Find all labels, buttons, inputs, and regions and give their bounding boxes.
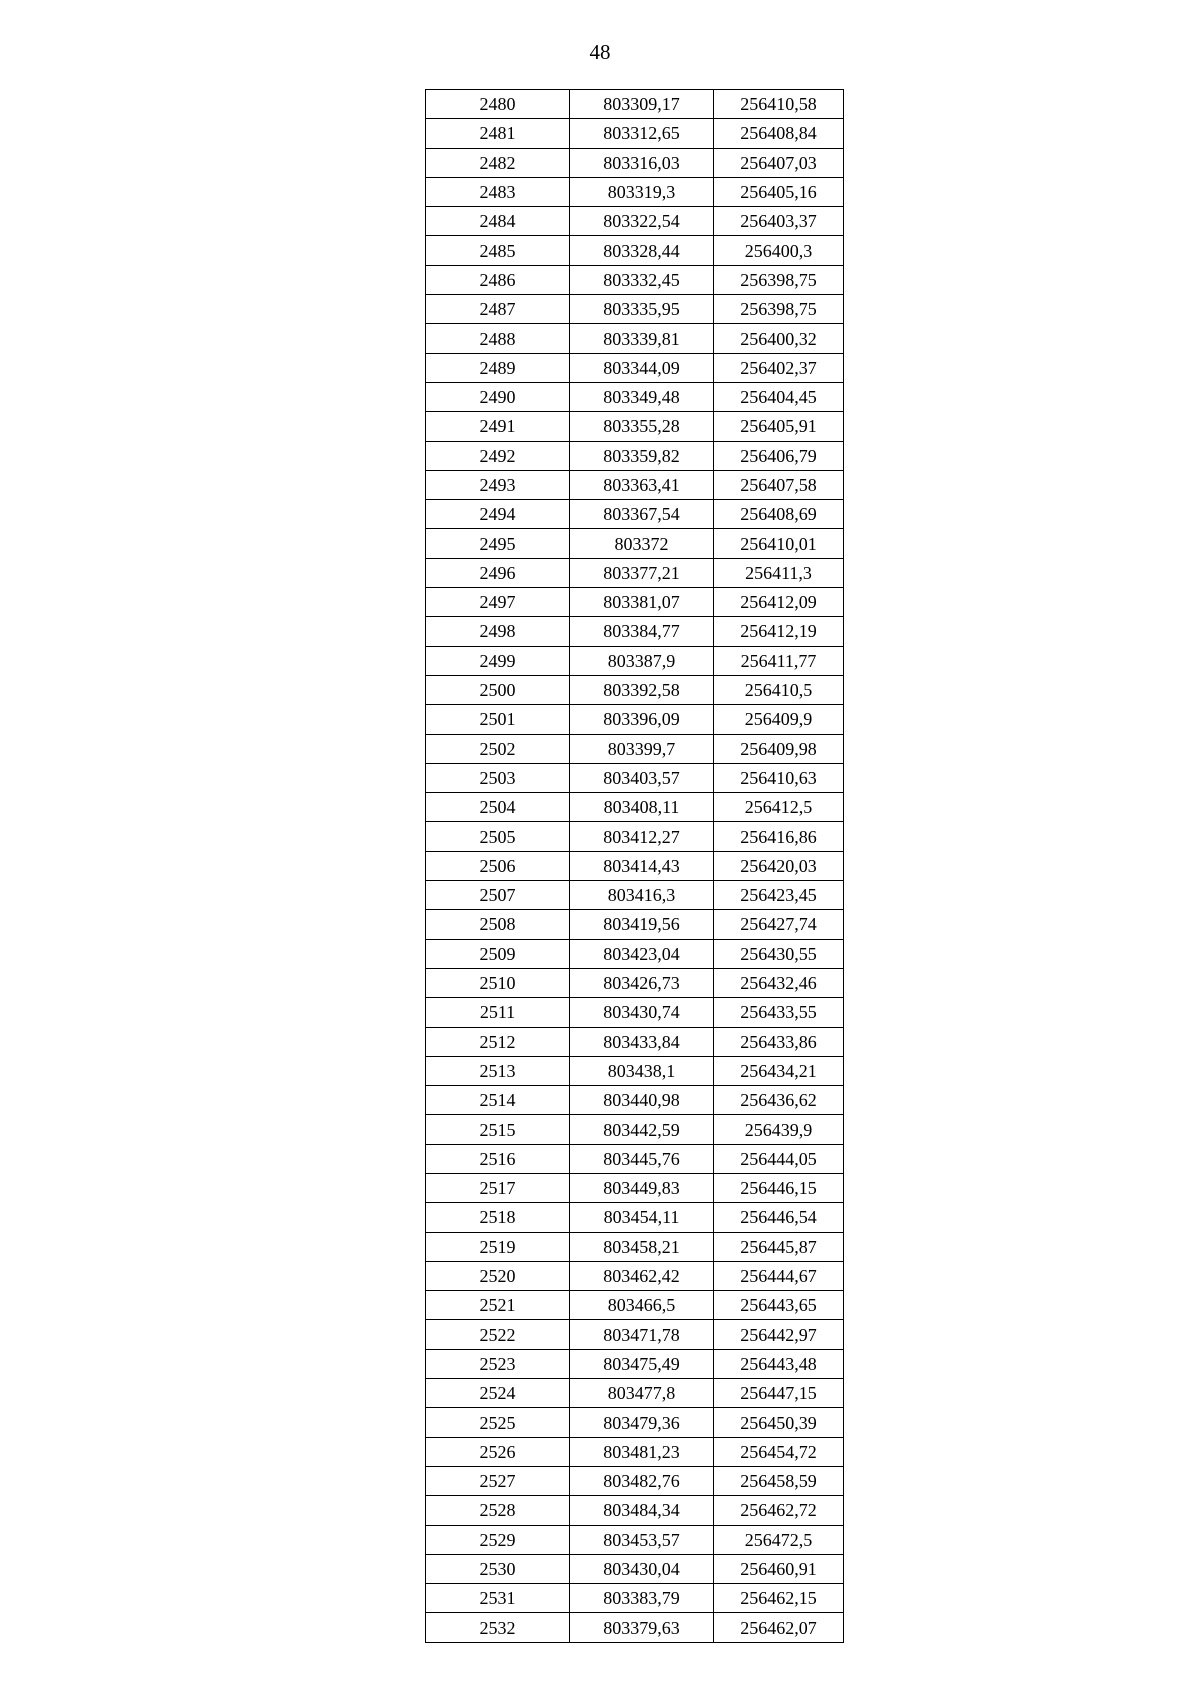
y-coordinate-cell: 256472,5 [714, 1525, 844, 1554]
y-coordinate-cell: 256405,16 [714, 177, 844, 206]
x-coordinate-cell: 803471,78 [570, 1320, 714, 1349]
y-coordinate-cell: 256420,03 [714, 851, 844, 880]
table-row [426, 968, 844, 997]
table-row [426, 998, 844, 1027]
table-row [426, 588, 844, 617]
x-coordinate-cell: 803312,65 [570, 119, 714, 148]
y-coordinate-cell: 256460,91 [714, 1554, 844, 1583]
table-row [426, 324, 844, 353]
table-row [426, 441, 844, 470]
x-coordinate-cell: 803344,09 [570, 353, 714, 382]
point-number-cell: 2516 [426, 1144, 570, 1173]
y-coordinate-cell: 256416,86 [714, 822, 844, 851]
table-row [426, 1027, 844, 1056]
point-number-cell: 2486 [426, 265, 570, 294]
point-number-cell: 2487 [426, 295, 570, 324]
point-number-cell: 2498 [426, 617, 570, 646]
point-number-cell: 2525 [426, 1408, 570, 1437]
table-row [426, 851, 844, 880]
y-coordinate-cell: 256462,72 [714, 1496, 844, 1525]
table-row [426, 1408, 844, 1437]
point-number-cell: 2495 [426, 529, 570, 558]
point-number-cell: 2505 [426, 822, 570, 851]
table-row [426, 1056, 844, 1085]
y-coordinate-cell: 256442,97 [714, 1320, 844, 1349]
point-number-cell: 2482 [426, 148, 570, 177]
x-coordinate-cell: 803426,73 [570, 968, 714, 997]
y-coordinate-cell: 256444,05 [714, 1144, 844, 1173]
y-coordinate-cell: 256409,9 [714, 705, 844, 734]
x-coordinate-cell: 803349,48 [570, 382, 714, 411]
x-coordinate-cell: 803399,7 [570, 734, 714, 763]
y-coordinate-cell: 256446,54 [714, 1203, 844, 1232]
table-row [426, 412, 844, 441]
point-number-cell: 2522 [426, 1320, 570, 1349]
point-number-cell: 2529 [426, 1525, 570, 1554]
x-coordinate-cell: 803383,79 [570, 1584, 714, 1613]
table-row [426, 265, 844, 294]
y-coordinate-cell: 256407,03 [714, 148, 844, 177]
x-coordinate-cell: 803416,3 [570, 881, 714, 910]
table-row [426, 1086, 844, 1115]
table-row [426, 1466, 844, 1495]
table-row [426, 90, 844, 119]
x-coordinate-cell: 803335,95 [570, 295, 714, 324]
y-coordinate-cell: 256434,21 [714, 1056, 844, 1085]
table-row [426, 1144, 844, 1173]
table-row [426, 939, 844, 968]
y-coordinate-cell: 256450,39 [714, 1408, 844, 1437]
x-coordinate-cell: 803433,84 [570, 1027, 714, 1056]
point-number-cell: 2483 [426, 177, 570, 206]
point-number-cell: 2494 [426, 500, 570, 529]
y-coordinate-cell: 256410,5 [714, 675, 844, 704]
point-number-cell: 2500 [426, 675, 570, 704]
y-coordinate-cell: 256408,84 [714, 119, 844, 148]
table-row [426, 1291, 844, 1320]
point-number-cell: 2481 [426, 119, 570, 148]
point-number-cell: 2511 [426, 998, 570, 1027]
table-row [426, 822, 844, 851]
table-row [426, 675, 844, 704]
point-number-cell: 2484 [426, 207, 570, 236]
x-coordinate-cell: 803392,58 [570, 675, 714, 704]
table-row [426, 207, 844, 236]
y-coordinate-cell: 256443,48 [714, 1349, 844, 1378]
x-coordinate-cell: 803412,27 [570, 822, 714, 851]
x-coordinate-cell: 803454,11 [570, 1203, 714, 1232]
x-coordinate-cell: 803479,36 [570, 1408, 714, 1437]
x-coordinate-cell: 803367,54 [570, 500, 714, 529]
x-coordinate-cell: 803309,17 [570, 90, 714, 119]
x-coordinate-cell: 803316,03 [570, 148, 714, 177]
x-coordinate-cell: 803466,5 [570, 1291, 714, 1320]
y-coordinate-cell: 256458,59 [714, 1466, 844, 1495]
table-row [426, 382, 844, 411]
x-coordinate-cell: 803355,28 [570, 412, 714, 441]
x-coordinate-cell: 803482,76 [570, 1466, 714, 1495]
table-row [426, 1554, 844, 1583]
y-coordinate-cell: 256412,5 [714, 793, 844, 822]
x-coordinate-cell: 803423,04 [570, 939, 714, 968]
y-coordinate-cell: 256407,58 [714, 470, 844, 499]
table-row [426, 529, 844, 558]
table-row [426, 236, 844, 265]
x-coordinate-cell: 803403,57 [570, 763, 714, 792]
point-number-cell: 2513 [426, 1056, 570, 1085]
table-row [426, 1379, 844, 1408]
table-row [426, 763, 844, 792]
page-number: 48 [589, 40, 611, 64]
point-number-cell: 2532 [426, 1613, 570, 1642]
y-coordinate-cell: 256462,07 [714, 1613, 844, 1642]
y-coordinate-cell: 256410,58 [714, 90, 844, 119]
table-row [426, 1203, 844, 1232]
y-coordinate-cell: 256410,01 [714, 529, 844, 558]
point-number-cell: 2489 [426, 353, 570, 382]
point-number-cell: 2512 [426, 1027, 570, 1056]
point-number-cell: 2509 [426, 939, 570, 968]
point-number-cell: 2502 [426, 734, 570, 763]
point-number-cell: 2492 [426, 441, 570, 470]
y-coordinate-cell: 256398,75 [714, 265, 844, 294]
table-row [426, 793, 844, 822]
point-number-cell: 2531 [426, 1584, 570, 1613]
x-coordinate-cell: 803387,9 [570, 646, 714, 675]
table-row [426, 177, 844, 206]
table-row [426, 1349, 844, 1378]
point-number-cell: 2508 [426, 910, 570, 939]
point-number-cell: 2523 [426, 1349, 570, 1378]
y-coordinate-cell: 256433,86 [714, 1027, 844, 1056]
point-number-cell: 2524 [426, 1379, 570, 1408]
table-row [426, 881, 844, 910]
y-coordinate-cell: 256433,55 [714, 998, 844, 1027]
x-coordinate-cell: 803363,41 [570, 470, 714, 499]
x-coordinate-cell: 803477,8 [570, 1379, 714, 1408]
point-number-cell: 2491 [426, 412, 570, 441]
y-coordinate-cell: 256404,45 [714, 382, 844, 411]
x-coordinate-cell: 803332,45 [570, 265, 714, 294]
table-row [426, 1613, 844, 1642]
table-row [426, 558, 844, 587]
coordinates-table-body [426, 90, 844, 1643]
x-coordinate-cell: 803462,42 [570, 1261, 714, 1290]
x-coordinate-cell: 803339,81 [570, 324, 714, 353]
x-coordinate-cell: 803384,77 [570, 617, 714, 646]
y-coordinate-cell: 256402,37 [714, 353, 844, 382]
y-coordinate-cell: 256454,72 [714, 1437, 844, 1466]
y-coordinate-cell: 256405,91 [714, 412, 844, 441]
table-row [426, 1115, 844, 1144]
y-coordinate-cell: 256439,9 [714, 1115, 844, 1144]
y-coordinate-cell: 256443,65 [714, 1291, 844, 1320]
point-number-cell: 2488 [426, 324, 570, 353]
x-coordinate-cell: 803475,49 [570, 1349, 714, 1378]
point-number-cell: 2527 [426, 1466, 570, 1495]
point-number-cell: 2496 [426, 558, 570, 587]
table-row [426, 1437, 844, 1466]
point-number-cell: 2506 [426, 851, 570, 880]
point-number-cell: 2518 [426, 1203, 570, 1232]
table-row [426, 1173, 844, 1202]
y-coordinate-cell: 256430,55 [714, 939, 844, 968]
x-coordinate-cell: 803430,74 [570, 998, 714, 1027]
x-coordinate-cell: 803359,82 [570, 441, 714, 470]
point-number-cell: 2499 [426, 646, 570, 675]
point-number-cell: 2514 [426, 1086, 570, 1115]
point-number-cell: 2519 [426, 1232, 570, 1261]
y-coordinate-cell: 256411,3 [714, 558, 844, 587]
y-coordinate-cell: 256400,32 [714, 324, 844, 353]
x-coordinate-cell: 803438,1 [570, 1056, 714, 1085]
x-coordinate-cell: 803440,98 [570, 1086, 714, 1115]
point-number-cell: 2507 [426, 881, 570, 910]
x-coordinate-cell: 803319,3 [570, 177, 714, 206]
y-coordinate-cell: 256423,45 [714, 881, 844, 910]
y-coordinate-cell: 256444,67 [714, 1261, 844, 1290]
table-row [426, 1320, 844, 1349]
point-number-cell: 2503 [426, 763, 570, 792]
point-number-cell: 2501 [426, 705, 570, 734]
y-coordinate-cell: 256408,69 [714, 500, 844, 529]
point-number-cell: 2497 [426, 588, 570, 617]
table-row [426, 705, 844, 734]
y-coordinate-cell: 256447,15 [714, 1379, 844, 1408]
x-coordinate-cell: 803453,57 [570, 1525, 714, 1554]
point-number-cell: 2490 [426, 382, 570, 411]
x-coordinate-cell: 803381,07 [570, 588, 714, 617]
x-coordinate-cell: 803484,34 [570, 1496, 714, 1525]
point-number-cell: 2526 [426, 1437, 570, 1466]
table-row [426, 148, 844, 177]
y-coordinate-cell: 256398,75 [714, 295, 844, 324]
table-row [426, 470, 844, 499]
x-coordinate-cell: 803419,56 [570, 910, 714, 939]
y-coordinate-cell: 256427,74 [714, 910, 844, 939]
y-coordinate-cell: 256436,62 [714, 1086, 844, 1115]
x-coordinate-cell: 803322,54 [570, 207, 714, 236]
table-row [426, 910, 844, 939]
y-coordinate-cell: 256403,37 [714, 207, 844, 236]
point-number-cell: 2517 [426, 1173, 570, 1202]
y-coordinate-cell: 256446,15 [714, 1173, 844, 1202]
coordinates-table [425, 89, 844, 1643]
point-number-cell: 2521 [426, 1291, 570, 1320]
x-coordinate-cell: 803379,63 [570, 1613, 714, 1642]
point-number-cell: 2510 [426, 968, 570, 997]
y-coordinate-cell: 256445,87 [714, 1232, 844, 1261]
table-row [426, 617, 844, 646]
x-coordinate-cell: 803458,21 [570, 1232, 714, 1261]
table-row [426, 500, 844, 529]
point-number-cell: 2480 [426, 90, 570, 119]
table-row [426, 1584, 844, 1613]
x-coordinate-cell: 803328,44 [570, 236, 714, 265]
y-coordinate-cell: 256411,77 [714, 646, 844, 675]
table-row [426, 1496, 844, 1525]
point-number-cell: 2528 [426, 1496, 570, 1525]
table-row [426, 1525, 844, 1554]
table-row [426, 1261, 844, 1290]
point-number-cell: 2530 [426, 1554, 570, 1583]
x-coordinate-cell: 803372 [570, 529, 714, 558]
y-coordinate-cell: 256410,63 [714, 763, 844, 792]
y-coordinate-cell: 256409,98 [714, 734, 844, 763]
table-row [426, 1232, 844, 1261]
point-number-cell: 2493 [426, 470, 570, 499]
y-coordinate-cell: 256400,3 [714, 236, 844, 265]
y-coordinate-cell: 256406,79 [714, 441, 844, 470]
y-coordinate-cell: 256432,46 [714, 968, 844, 997]
x-coordinate-cell: 803396,09 [570, 705, 714, 734]
table-row [426, 353, 844, 382]
table-row [426, 119, 844, 148]
x-coordinate-cell: 803449,83 [570, 1173, 714, 1202]
x-coordinate-cell: 803408,11 [570, 793, 714, 822]
y-coordinate-cell: 256412,09 [714, 588, 844, 617]
point-number-cell: 2515 [426, 1115, 570, 1144]
y-coordinate-cell: 256462,15 [714, 1584, 844, 1613]
point-number-cell: 2504 [426, 793, 570, 822]
point-number-cell: 2520 [426, 1261, 570, 1290]
x-coordinate-cell: 803481,23 [570, 1437, 714, 1466]
point-number-cell: 2485 [426, 236, 570, 265]
y-coordinate-cell: 256412,19 [714, 617, 844, 646]
table-row [426, 646, 844, 675]
x-coordinate-cell: 803430,04 [570, 1554, 714, 1583]
x-coordinate-cell: 803377,21 [570, 558, 714, 587]
x-coordinate-cell: 803414,43 [570, 851, 714, 880]
x-coordinate-cell: 803442,59 [570, 1115, 714, 1144]
table-row [426, 295, 844, 324]
x-coordinate-cell: 803445,76 [570, 1144, 714, 1173]
table-row [426, 734, 844, 763]
